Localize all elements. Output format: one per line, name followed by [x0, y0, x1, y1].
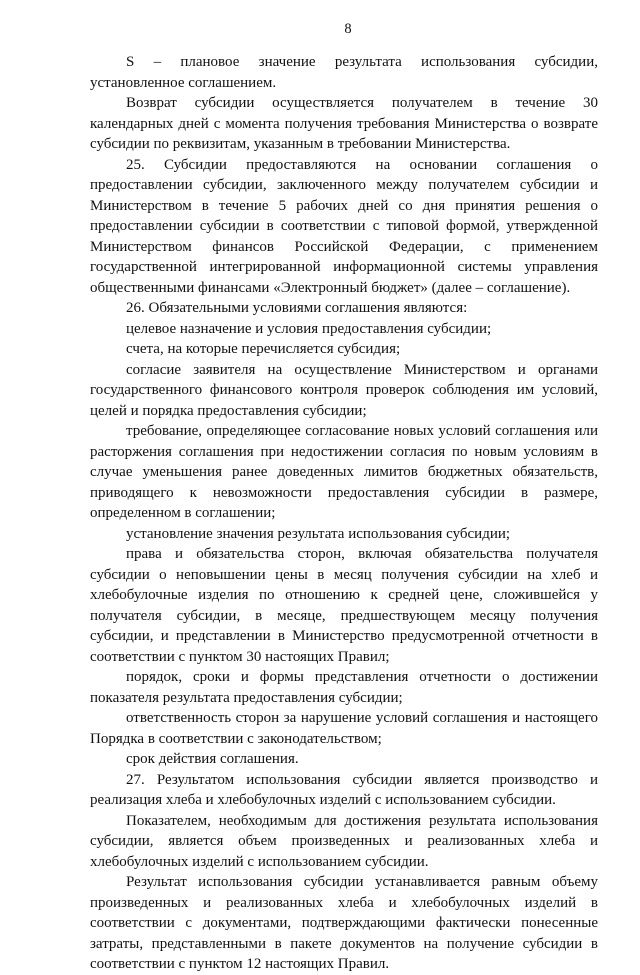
- list-item-rights: права и обязательства сторон, включая обязательства получателя субсидии о неповышении цены в месяц получения субсидии на хлеб и хлебобулочные изделия по отношению к средней цене, сложившейся у получателя субсидии, в месяце, предшествующем месяцу получения субсидии, и представлении в Министерство предусмотренной отчетности в соответствии с пунктом 30 настоящих Правил;: [90, 546, 598, 665]
- page-number: 8: [344, 21, 352, 37]
- list-item-term: срок действия соглашения.: [126, 751, 299, 767]
- list-item-accounts: счета, на которые перечисляется субсидия;: [126, 341, 401, 357]
- paragraph-27: 27. Результатом использования субсидии является производство и реализация хлеба и хлебобулочных изделий с использованием субсидии.: [90, 771, 598, 808]
- list-item-requirement: требование, определяющее согласование новых условий соглашения или расторжения соглашения при недостижении согласия по новым условиям в случае уменьшения ранее доведенных лимитов бюджетных обязательств, приводящего к невозможности предоставления субсидии в размере, определенном в соглашении;: [90, 423, 598, 521]
- list-item-purpose: целевое назначение и условия предоставления субсидии;: [126, 320, 492, 337]
- paragraph-plan-value: S – плановое значение результата использования субсидии, установленное соглашением.: [90, 54, 598, 91]
- list-item-consent: согласие заявителя на осуществление Министерством и органами государственного финансового контроля проверок соблюдения им условий, целей и порядка предоставления субсидии;: [90, 361, 598, 419]
- paragraph-25: 25. Субсидии предоставляются на основании соглашения о предоставлении субсидии, заключенного между получателем субсидии и Министерством в течение 5 рабочих дней со дня принятия решения о предоставлении субсидии в соответствии с типовой формой, утвержденной Министерством финансов Российской Федерации, с применением государственной интегрированной информационной системы управления общественными финансами «Электронный бюджет» (далее – соглашение).: [90, 156, 598, 296]
- list-item-responsibility: ответственность сторон за нарушение условий соглашения и настоящего Порядка в соответствии с законодательством;: [90, 710, 598, 747]
- paragraph-refund: Возврат субсидии осуществляется получателем в течение 30 календарных дней с момента получения требования Министерства о возврате субсидии по реквизитам, указанным в требовании Министерства.: [90, 95, 598, 152]
- paragraph-indicator: Показателем, необходимым для достижения результата использования субсидии, является объем произведенных и реализованных хлеба и хлебобулочных изделий с использованием субсидии.: [90, 812, 598, 870]
- list-item-reporting: порядок, сроки и формы представления отчетности о достижении показателя результата предоставления субсидии;: [90, 669, 598, 706]
- paragraph-result: Результат использования субсидии устанавливается равным объему произведенных и реализованных хлеба и хлебобулочных изделий в соответствии с документами, подтверждающими фактически понесенные затраты, представленными в пакете документов на получение субсидии в соответствии с пунктом 12 настоящих Правил.: [90, 874, 598, 972]
- paragraph-26: 26. Обязательными условиями соглашения являются:: [126, 300, 468, 316]
- list-item-result-value: установление значения результата использования субсидии;: [126, 525, 511, 542]
